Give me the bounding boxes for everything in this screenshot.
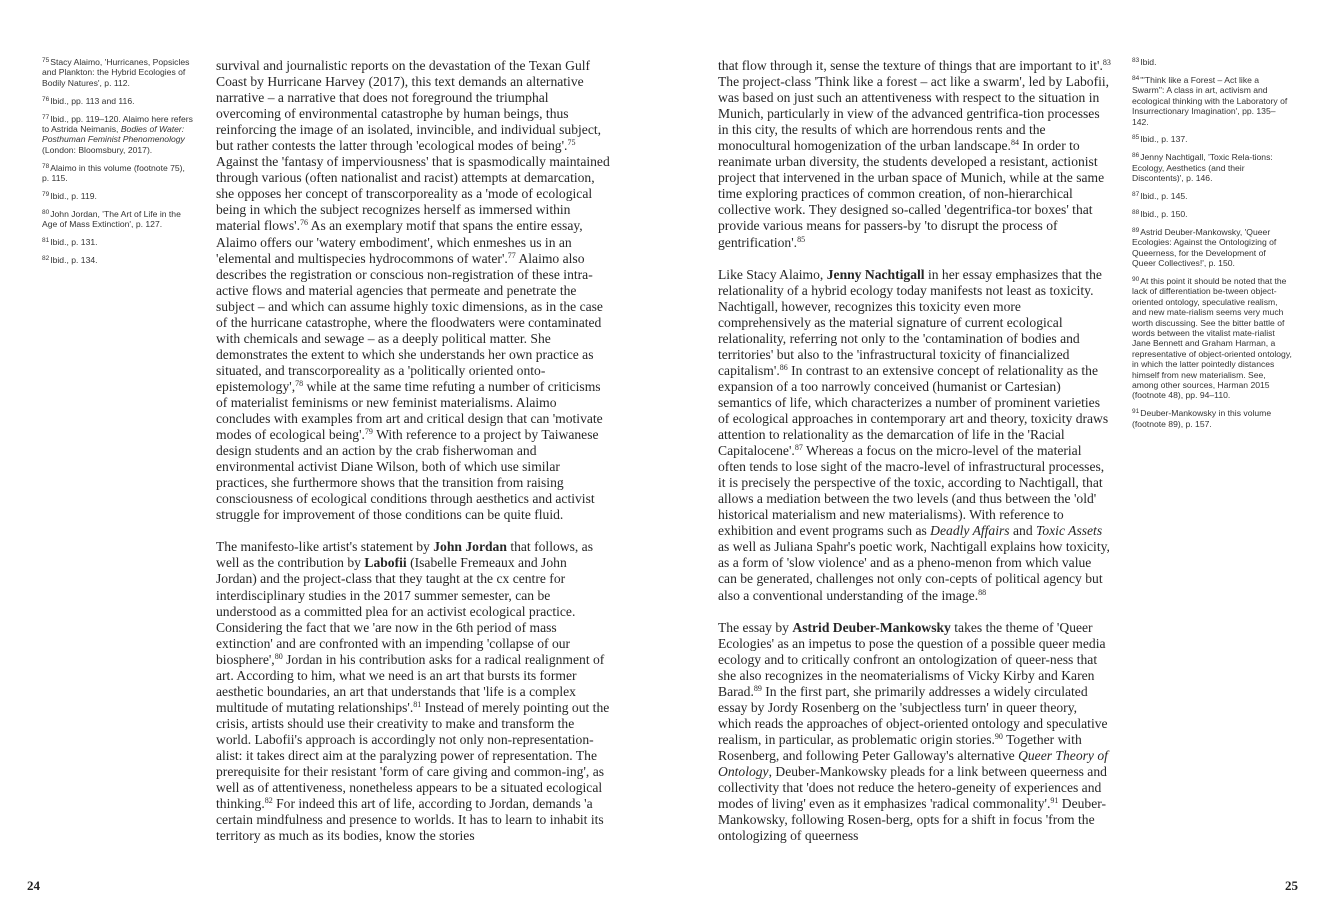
left-body-text — [216, 58, 610, 844]
footnote-85: $^{85}$Ibid., p. 137. — [1132, 134, 1188, 145]
right-body-text — [718, 58, 1112, 844]
paragraph-nachtigall: Like Stacy Alaimo, Jenny Nachtigall in her essay emphasizes that the relationality of a hybrid ecology today manifests not least as toxicity. Nachtigall, however, recognizes this toxicity even more comprehensively as the material signature of current ecological relationality, referring not only to the 'contamination of bodies and territories' but also to the 'infrastructural toxicity of financialized capitalism'.$^{86}$ In contrast to an extensive concept of relationality as the expansion of a too narrowly conceived (humanist or Cartesian) semantics of life, which characterizes a number of prominent varieties of ecological approaches in contemporary art and theory, toxicity draws attention to relationality as the demarcation of life in the 'Racial Capitalocene'.$^{87}$ Whereas a focus on the micro-level of the material often tends to lose sight of the macro-level of infrastructural processes, it is precisely the perspective of the toxic, according to Nachtigall, that allows a mediation between the two levels (and thus between the 'old' historical materialism and new materialisms). With reference to exhibition and event programs such as Deadly Affairs and Toxic Assets as well as Juliana Spahr's poetic work, Nachtigall explains how toxicity, as a form of 'slow violence' and as a pheno-menon from which value can be generated, challenges not only con-cepts of political agency but also a conventional understanding of the image.$^{88}$ — [718, 266, 1110, 603]
footnote-89: $^{89}$Astrid Deuber-Mankowsky, 'Queer Ecologies: Against the Ontologizing of Queerness, for the Development of Queer Collectives!', p. 150. — [1132, 226, 1277, 269]
footnote-88: $^{88}$Ibid., p. 150. — [1132, 208, 1188, 219]
footnote-86: $^{86}$Jenny Nachtigall, 'Toxic Rela-tions: Ecology, Aesthetics (and their Discontents)', p. 146. — [1132, 152, 1273, 184]
footnote-78: $^{78}$Alaimo in this volume (footnote 75), p. 115. — [42, 162, 185, 184]
left-footnotes — [42, 57, 194, 273]
footnote-80: $^{80}$John Jordan, 'The Art of Life in the Age of Mass Extinction', p. 127. — [42, 208, 181, 230]
footnote-79: $^{79}$Ibid., p. 119. — [42, 191, 97, 202]
footnote-87: $^{87}$Ibid., p. 145. — [1132, 191, 1188, 202]
footnote-76: $^{76}$Ibid., pp. 113 and 116. — [42, 95, 135, 106]
page-number-left: 24 — [27, 878, 40, 893]
footnote-83: $^{83}$Ibid. — [1132, 57, 1157, 67]
paragraph-alaimo: survival and journalistic reports on the devastation of the Texan Gulf Coast by Hurricane Harvey (2017), this text demands an alternative narrative – a narrative that does not foreground the triumphal overcoming of environmental catastrophe by human beings, thus reinforcing the image of an isolated, invincible, and individual subject, but rather contests the latter through 'ecological modes of being'.$^{75}$ Against the 'fantasy of imperviousness' that is spasmodically maintained through various (often nationalist and racist) attempts at demarcation, she opposes her concept of transcorporeality as a 'mode of ecological being in which the subject recognizes herself as immersed within material flows'.$^{76}$ As an exemplary motif that spans the entire essay, Alaimo offers our 'watery embodiment', which enmeshes us in an 'elemental and multispecies hydrocommons of water'.$^{77}$ Alaimo also describes the registration or conscious non-registration of these intra-active flows and material agencies that permeate and penetrate the subject – and which can assume highly toxic dimensions, as in the case of the hurricane catastrophe, where the floodwaters were contaminated with chemicals and sewage – as a deeply political matter. She demonstrates the extent to which she understands her own practice as situated, and transcorporeality as a 'politically oriented onto-epistemology',$^{78}$ while at the same time refuting a number of criticisms of materialist feminisms or new feminist materialisms. Alaimo concludes with examples from art and critical design that can 'motivate modes of ecological being'.$^{79}$ With reference to a project by Taiwanese design students and an action by the crab fisherwoman and environmental activist Diane Wilson, both of which use similar practices, she furthermore shows that the transition from raising consciousness of ecological conditions through aesthetics and activist struggle for improvement of those conditions can be quite fluid. — [216, 58, 610, 523]
footnote-90: $^{90}$At this point it should be noted that the lack of differentiation be-tween object-oriented ontology, speculative realism, and new mate-rialism seems very much worth discussing. See the bitter battle of words between the vitalist mate-rialist Jane Bennett and Graham Harman, a representative of object-oriented ontology, in which the latter pointedly distances himself from new materialism. See, among other sources, Harman 2015 (footnote 48), pp. 94–110. — [1132, 276, 1292, 401]
footnote-77: $^{77}$Ibid., pp. 119–120. Alaimo here refers to Astrida Neimanis, Bodies of Water: Posthuman Feminist Phenomenology (London: Bloomsbury, 2017). — [42, 113, 193, 155]
footnote-91: $^{91}$Deuber-Mankowsky in this volume (footnote 89), p. 157. — [1132, 408, 1272, 429]
right-footnotes — [1132, 57, 1292, 437]
footnote-75: $^{75}$Stacy Alaimo, 'Hurricanes, Popsicles and Plankton: the Hybrid Ecologies of Bodily Natures', p. 112. — [42, 57, 190, 88]
page-number-right: 25 — [1285, 878, 1298, 893]
paragraph-labofii: that flow through it, sense the texture of things that are important to it'.$^{83}$ The project-class 'Think like a forest – act like a swarm', led by Labofii, was based on just such an attentiveness with respect to the situation in Munich, particularly in view of the advanced gentrifica-tion processes in this city, the results of which are horrendous rents and the monocultural homogenization of the urban landscape.$^{84}$ In order to reanimate urban diversity, the students developed a resistant, actionist project that intervened in the urban space of Munich, while at the same time exploring practices of common creation, of non-hierarchical collective work. They designed so-called 'degentrifica-tor boxes' that provide various means for passers-by 'to disrupt the process of gentrification'.$^{85}$ — [718, 58, 1111, 250]
footnote-81: $^{81}$Ibid., p. 131. — [42, 237, 98, 248]
footnote-82: $^{82}$Ibid., p. 134. — [42, 255, 98, 266]
paragraph-jordan: The manifesto-like artist's statement by John Jordan that follows, as well as the contribution by Labofii (Isabelle Fremeaux and John Jordan) and the project-class that they taught at the cx centre for interdisciplinary studies in the 2017 summer semester, can be understood as a committed plea for an activist ecological practice. Considering the fact that we 'are now in the 6th period of mass extinction' and are confronted with an impending 'collapse of our biosphere',$^{80}$ Jordan in his contribution asks for a radical realignment of art. According to him, what we need is an art that bursts its former aesthetic boundaries, an art that understands that 'life is a complex multitude of mutating relationships'.$^{81}$ Instead of merely pointing out the crisis, artists should use their creativity to make and transform the world. Labofii's approach is accordingly not only non-representation-alist: it takes direct aim at the paralyzing power of representation. The prerequisite for their resistant 'form of care giving and common-ing', as well as of attentiveness, nonetheless appears to be a situated ecological thinking.$^{82}$ For indeed this art of life, according to Jordan, demands 'a certain mindfulness and presence to worlds. It has to learn to inhabit its territory as much as its bodies, know the stories — [216, 539, 610, 844]
footnote-84: $^{84}$"'Think like a Forest – Act like a Swarm'': A class in art, activism and ecological thinking with the Laboratory of Insurrectionary Imagination', pp. 135–142. — [1132, 74, 1288, 127]
paragraph-deuber-mankowsky: The essay by Astrid Deuber-Mankowsky takes the theme of 'Queer Ecologies' as an impetus to pose the question of a possible queer media ecology and to critically confront an ontologization of queer-ness that she also recognizes in the neomaterialisms of Vicky Kirby and Karen Barad.$^{89}$ In the first part, she primarily addresses a widely circulated essay by Jordy Rosenberg on the 'subjectless turn' in queer theory, which reads the approaches of object-oriented ontology and speculative realism, in particular, as problematic origin stories.$^{90}$ Together with Rosenberg, and following Peter Galloway's alternative Queer Theory of Ontology, Deuber-Mankowsky pleads for a link between queerness and collectivity that 'does not reduce the hetero-geneity of experiences and modes of living' even as it emphasizes 'radical commonality'.$^{91}$ Deuber-Mankowsky, following Rosen-berg, opts for a shift in focus 'from the ontologizing of queerness — [718, 619, 1108, 844]
